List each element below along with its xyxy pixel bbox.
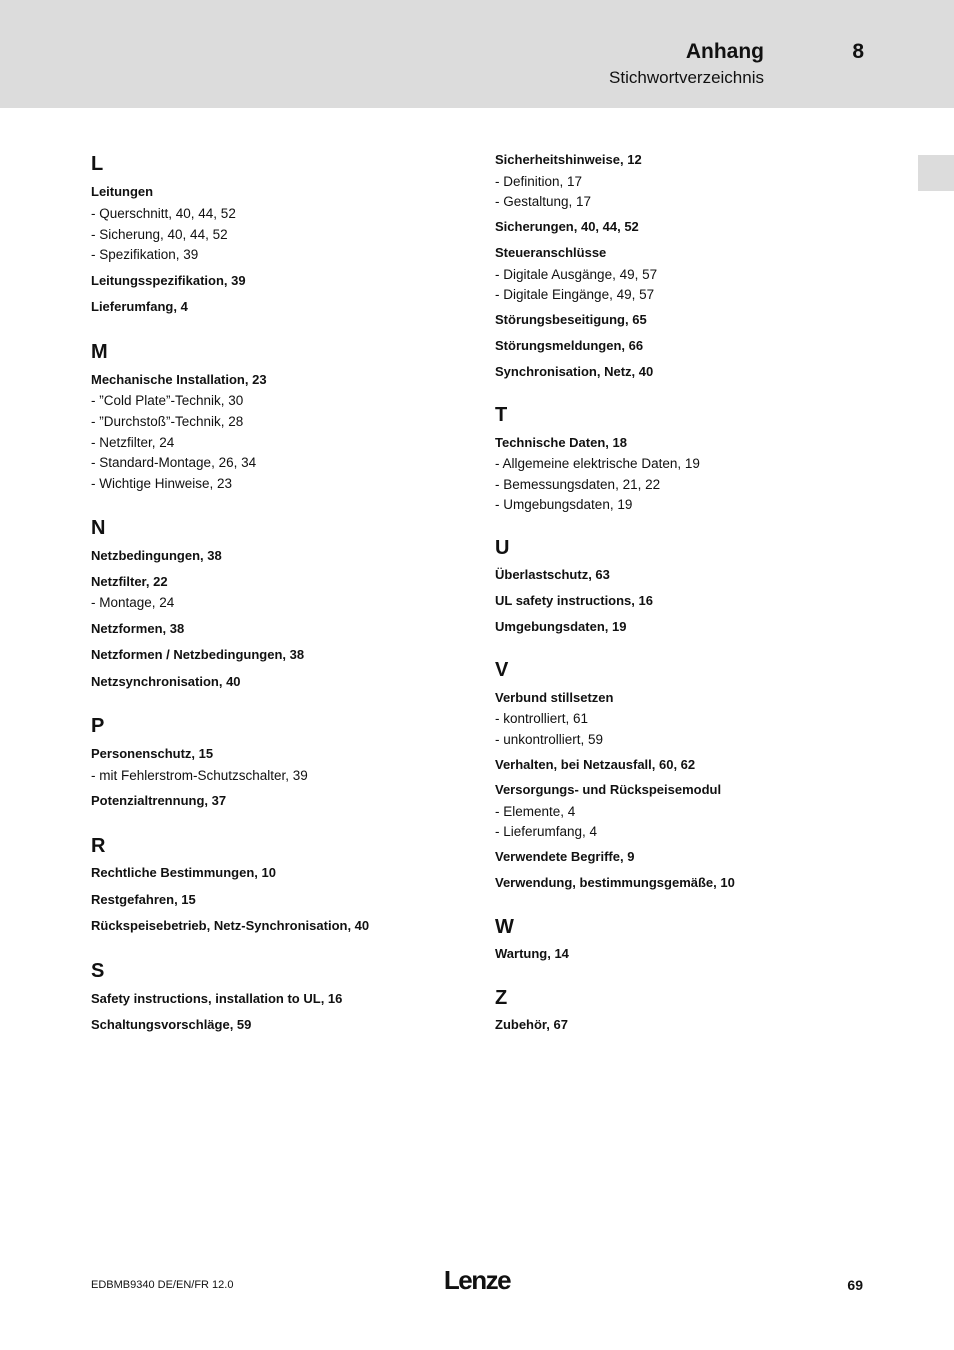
index-letter-p: P <box>91 715 105 737</box>
index-entry[interactable]: Netzbedingungen, 38 <box>91 548 222 563</box>
index-entry[interactable]: Störungsmeldungen, 66 <box>495 338 644 353</box>
index-letter-t: T <box>495 404 508 426</box>
index-entry[interactable]: Steueranschlüsse <box>495 245 607 260</box>
chapter-title: Anhang <box>685 40 764 63</box>
index-letter-z: Z <box>495 987 508 1009</box>
index-entry[interactable]: Netzsynchronisation, 40 <box>91 674 241 689</box>
index-subentry[interactable]: - ”Cold Plate”-Technik, 30 <box>91 393 244 408</box>
index-subentry[interactable]: - Umgebungsdaten, 19 <box>495 497 633 512</box>
index-entry[interactable]: Verbund stillsetzen <box>495 690 614 705</box>
index-subentry[interactable]: - Standard-Montage, 26, 34 <box>91 455 257 470</box>
index-entry[interactable]: Überlastschutz, 63 <box>495 567 610 582</box>
index-entry[interactable]: Wartung, 14 <box>495 946 569 961</box>
index-subentry[interactable]: - Digitale Eingänge, 49, 57 <box>495 287 655 302</box>
index-subentry[interactable]: - Montage, 24 <box>91 595 175 610</box>
index-entry[interactable]: Verwendung, bestimmungsgemäße, 10 <box>495 875 735 890</box>
index-subentry[interactable]: - Bemessungsdaten, 21, 22 <box>495 477 661 492</box>
index-entry[interactable]: Mechanische Installation, 23 <box>91 372 267 387</box>
lenze-logo <box>437 1262 517 1298</box>
section-subtitle: Stichwortverzeichnis <box>609 68 764 87</box>
index-letter-u: U <box>495 537 510 559</box>
index-entry[interactable]: Schaltungsvorschläge, 59 <box>91 1017 252 1032</box>
index-letter-s: S <box>91 960 105 982</box>
index-entry[interactable]: Potenzialtrennung, 37 <box>91 793 227 808</box>
index-entry[interactable]: Zubehör, 67 <box>495 1017 568 1032</box>
index-letter-n: N <box>91 517 106 539</box>
index-entry[interactable]: Verhalten, bei Netzausfall, 60, 62 <box>495 757 696 772</box>
index-entry[interactable]: UL safety instructions, 16 <box>495 593 653 608</box>
index-subentry[interactable]: - Gestaltung, 17 <box>495 194 592 209</box>
index-subentry[interactable]: - Elemente, 4 <box>495 804 576 819</box>
index-subentry[interactable]: - Allgemeine elektrische Daten, 19 <box>495 456 700 471</box>
index-entry[interactable]: Rechtliche Bestimmungen, 10 <box>91 865 276 880</box>
index-entry[interactable]: Umgebungsdaten, 19 <box>495 619 627 634</box>
document-id: EDBMB9340 DE/EN/FR 12.0 <box>91 1279 234 1291</box>
index-subentry[interactable]: - Definition, 17 <box>495 174 583 189</box>
index-entry[interactable]: Sicherheitshinweise, 12 <box>495 152 642 167</box>
index-subentry[interactable]: - Sicherung, 40, 44, 52 <box>91 227 228 242</box>
chapter-tab-marker <box>918 155 954 191</box>
chapter-number: 8 <box>852 40 864 63</box>
index-subentry[interactable]: - unkontrolliert, 59 <box>495 732 604 747</box>
index-subentry[interactable]: - Netzfilter, 24 <box>91 435 175 450</box>
index-entry[interactable]: Personenschutz, 15 <box>91 746 214 761</box>
index-letter-l: L <box>91 153 104 175</box>
index-entry[interactable]: Sicherungen, 40, 44, 52 <box>495 219 639 234</box>
index-subentry[interactable]: - mit Fehlerstrom-Schutzschalter, 39 <box>91 768 308 783</box>
index-entry[interactable]: Netzformen, 38 <box>91 621 185 636</box>
index-subentry[interactable]: - ”Durchstoß”-Technik, 28 <box>91 414 244 429</box>
index-subentry[interactable]: - Querschnitt, 40, 44, 52 <box>91 206 236 221</box>
index-entry[interactable]: Leitungsspezifikation, 39 <box>91 273 246 288</box>
lenze-logo-text: Lenze <box>443 1265 511 1295</box>
index-entry[interactable]: Leitungen <box>91 184 154 199</box>
index-entry[interactable]: Rückspeisebetrieb, Netz-Synchronisation, 40 <box>91 918 370 933</box>
page-header <box>0 0 954 108</box>
index-entry[interactable]: Synchronisation, Netz, 40 <box>495 364 654 379</box>
index-subentry[interactable]: - Wichtige Hinweise, 23 <box>91 476 233 491</box>
index-entry[interactable]: Netzformen / Netzbedingungen, 38 <box>91 647 305 662</box>
index-subentry[interactable]: - kontrolliert, 61 <box>495 711 589 726</box>
index-entry[interactable]: Restgefahren, 15 <box>91 892 196 907</box>
index-entry[interactable]: Störungsbeseitigung, 65 <box>495 312 647 327</box>
index-entry[interactable]: Verwendete Begriffe, 9 <box>495 849 635 864</box>
page-number: 69 <box>847 1277 863 1293</box>
index-subentry[interactable]: - Digitale Ausgänge, 49, 57 <box>495 267 658 282</box>
index-letter-r: R <box>91 835 106 857</box>
index-entry[interactable]: Lieferumfang, 4 <box>91 299 188 314</box>
index-letter-m: M <box>91 341 108 363</box>
index-subentry[interactable]: - Lieferumfang, 4 <box>495 824 598 839</box>
index-subentry[interactable]: - Spezifikation, 39 <box>91 247 199 262</box>
index-entry[interactable]: Versorgungs- und Rückspeisemodul <box>495 782 722 797</box>
index-entry[interactable]: Netzfilter, 22 <box>91 574 168 589</box>
index-letter-w: W <box>495 916 514 938</box>
index-entry[interactable]: Safety instructions, installation to UL, 16 <box>91 991 343 1006</box>
index-entry[interactable]: Technische Daten, 18 <box>495 435 627 450</box>
index-letter-v: V <box>495 659 509 681</box>
